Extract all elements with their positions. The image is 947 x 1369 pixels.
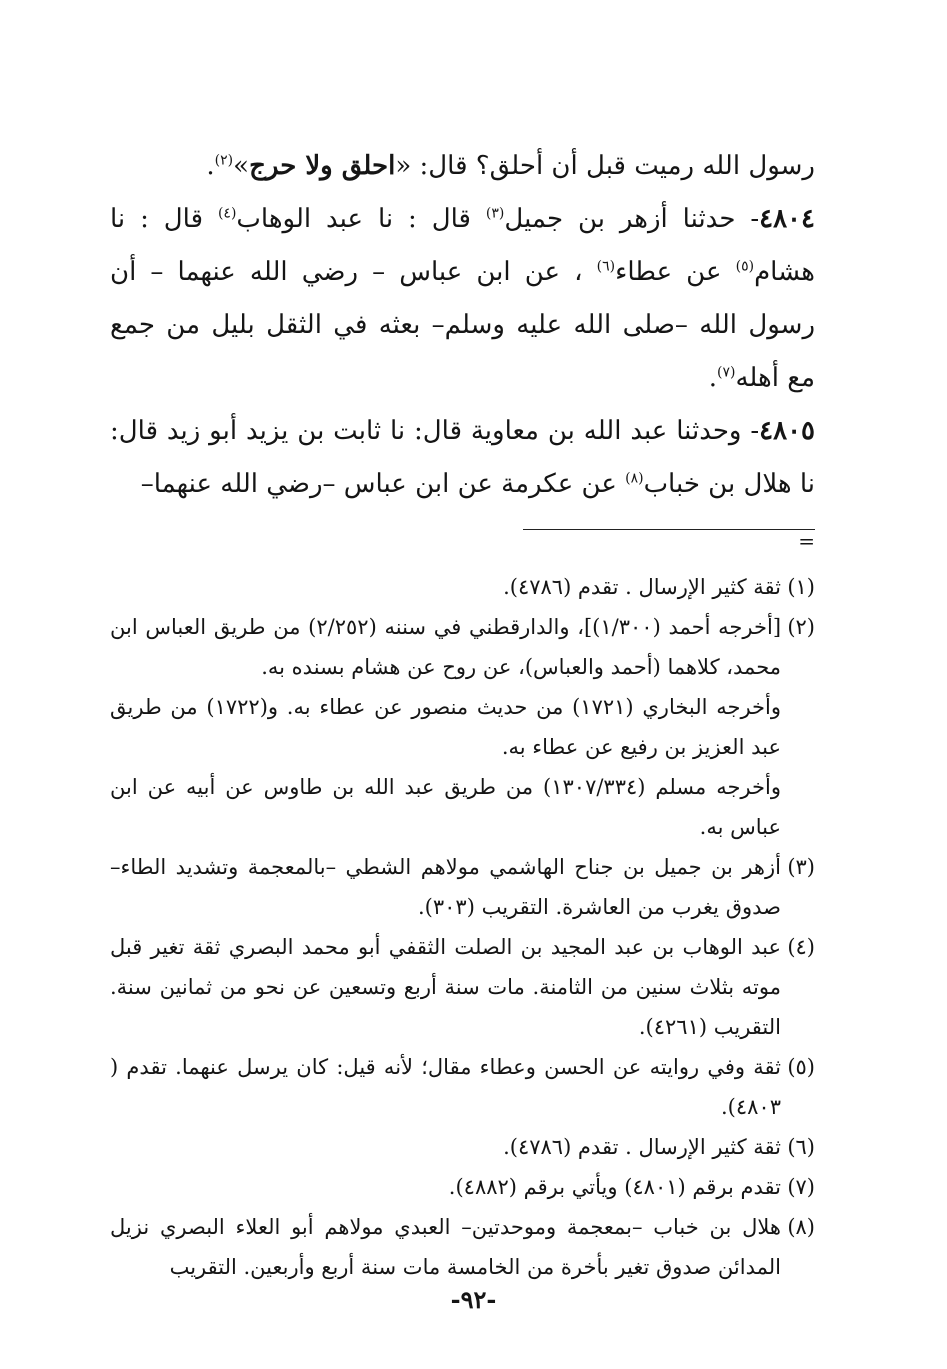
footnote: (١) ثقة كثير الإرسال . تقدم (٤٧٨٦).: [110, 567, 815, 607]
divider-line: [523, 529, 815, 530]
footnote-number: (١): [787, 575, 815, 599]
quoted-hadith: احلق ولا حرج: [249, 151, 396, 181]
footnote-ref: (٣): [485, 205, 505, 222]
main-text: [110, 140, 815, 511]
footnote: (٨) هلال بن خباب –بمعجمة وموحدتين– العبدي مولاهم أبو العلاء البصري نزيل المدائن صدوق تغير بأخرة من الخامسة مات سنة أربع وأربعين. التقريب: [110, 1207, 815, 1287]
footnote-ref: (٤): [217, 205, 237, 222]
page-number: -٩٢-: [450, 1285, 497, 1314]
footnotes: [110, 567, 815, 1287]
continuation-mark: =: [798, 529, 815, 553]
footnote: (٢) [أخرجه أحمد (١/٣٠٠)]، والدارقطني في سننه (٢/٢٥٢) من طريق العباس ابن محمد، كلاهما (أحمد والعباس)، عن روح عن هشام بسنده به.: [110, 607, 815, 687]
hadith-4804: ٤٨٠٤- حدثنا أزهر بن جميل$^{(٣)}$ قال : نا عبد الوهاب$^{(٤)}$ قال : نا هشام$^{(٥)}$ عن عطاء$^{(٦)}$ ، عن ابن عباس – رضي الله عنهما – أن رسول الله –صلى الله عليه وسلم– بعثه في الثقل بليل من جمع مع أهله$^{(٧)}$.: [110, 204, 816, 393]
footnote-number: (٧): [787, 1175, 815, 1199]
footnote: (٣) أزهر بن جميل بن جناح الهاشمي مولاهم الشطي –بالمعجمة وتشديد الطاء– صدوق يغرب من العاشرة. التقريب (٣٠٣).: [110, 847, 815, 927]
footnote-ref: (٥): [735, 258, 755, 275]
footnote-continuation: وأخرجه مسلم (١٣٠٧/٣٣٤) من طريق عبد الله بن طاوس عن أبيه عن ابن عباس به.: [110, 775, 781, 839]
footnote-ref: (٨): [625, 470, 644, 487]
hadith-number: ٤٨٠٤: [759, 204, 815, 234]
footnote-number: (٦): [787, 1135, 815, 1159]
footnote: (٤) عبد الوهاب بن عبد المجيد بن الصلت الثقفي أبو محمد البصري ثقة تغير قبل موته بثلاث سنين من الثامنة. مات سنة أربع وتسعين عن نحو من ثمانين سنة. التقريب (٤٢٦١).: [110, 927, 815, 1047]
footnote-ref: (٦): [596, 258, 616, 275]
hadith-number: ٤٨٠٥: [759, 416, 815, 446]
footnote-number: (٨): [787, 1215, 815, 1239]
footnote: (٥) ثقة وفي روايته عن الحسن وعطاء مقال؛ لأنه قيل: كان يرسل عنهما. تقدم ( ٤٨٠٣).: [110, 1047, 815, 1127]
footnote: (٦) ثقة كثير الإرسال . تقدم (٤٧٨٦).: [110, 1127, 815, 1167]
footnote-number: (٤): [787, 935, 815, 959]
footnote-ref: (٧): [717, 364, 736, 381]
footnote-continuation: وأخرجه البخاري (١٧٢١) من حديث منصور عن عطاء به. و(١٧٢٢) من طريق عبد العزيز بن رفيع عن عطاء به.: [110, 695, 781, 759]
footnote-divider: [110, 519, 815, 561]
footnote-ref: (٢): [214, 152, 234, 169]
hadith-4805: ٤٨٠٥- وحدثنا عبد الله بن معاوية قال: نا ثابت بن يزيد أبو زيد قال: نا هلال بن خباب$^{(٨)}$ عن عكرمة عن ابن عباس –رضي الله عنهما–: [110, 416, 815, 499]
paragraph-continuation: رسول الله رميت قبل أن أحلق؟ قال: «احلق ولا حرج»$^{(٢)}$.: [206, 151, 815, 181]
footnote: (٧) تقدم برقم (٤٨٠١) ويأتي برقم (٤٨٨٢).: [110, 1167, 815, 1207]
footnote-number: (٣): [787, 855, 815, 879]
footnote-number: (٢): [787, 615, 815, 639]
footnote-number: (٥): [787, 1055, 815, 1079]
